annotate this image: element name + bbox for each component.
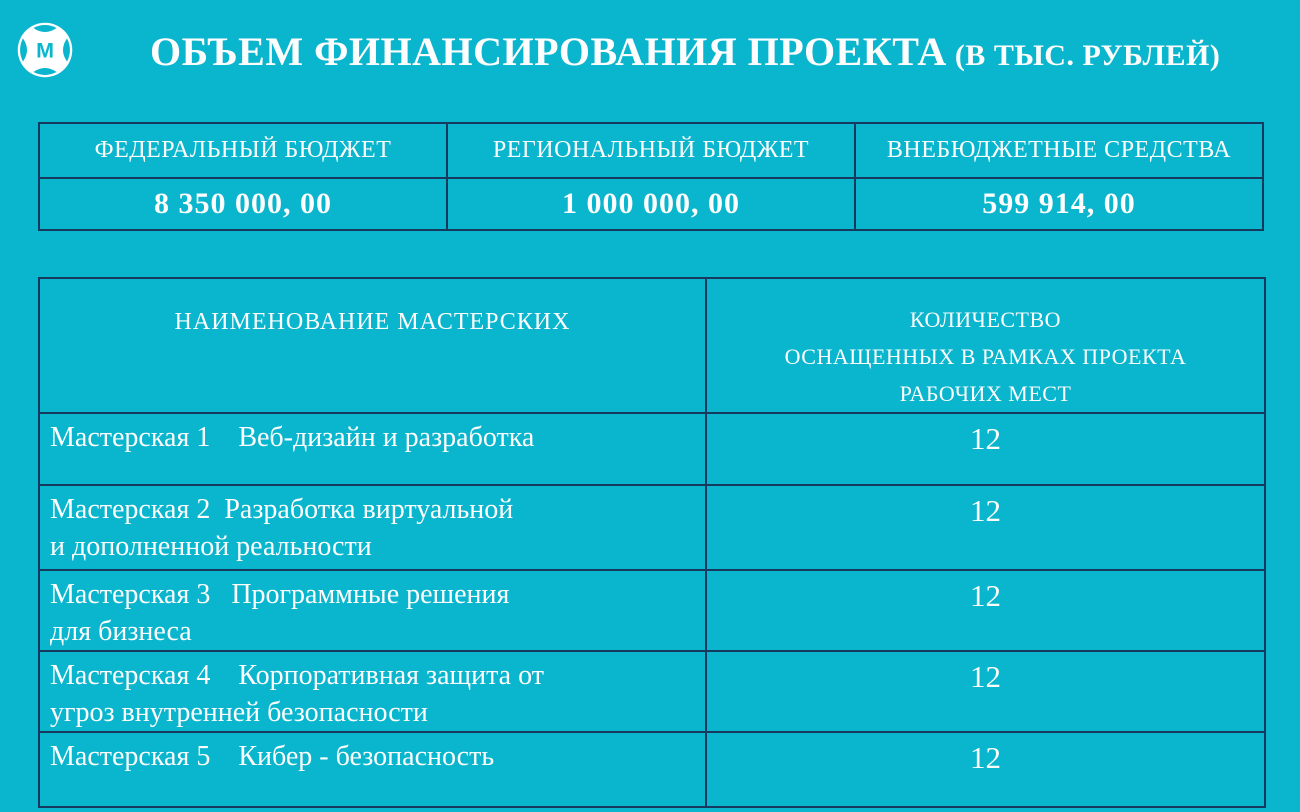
funding-header-row (39, 123, 1263, 178)
workshop-name (39, 485, 706, 570)
workshop-count: 12 (706, 651, 1265, 732)
workshop-row-1 (39, 413, 1265, 485)
funding-value-extra: 599 914, 00 (855, 178, 1263, 230)
workshops-header-row (39, 278, 1265, 413)
funding-header-federal: ФЕДЕРАЛЬНЫЙ БЮДЖЕТ (39, 123, 447, 178)
workshop-name (39, 413, 706, 485)
workshop-count: 12 (706, 413, 1265, 485)
workshop-row-3 (39, 570, 1265, 651)
funding-table (38, 122, 1264, 231)
logo (16, 21, 74, 79)
funding-value-row (39, 178, 1263, 230)
logo-m-icon (16, 21, 74, 79)
funding-value-federal: 8 350 000, 00 (39, 178, 447, 230)
workshop-name-line: Мастерская 3 Программные решения (50, 579, 510, 610)
workshop-name-line: и дополненной реальности (50, 531, 372, 562)
page-title-units: (В ТЫС. РУБЛЕЙ) (946, 39, 1221, 72)
workshop-row-4 (39, 651, 1265, 732)
workshops-name-header: НАИМЕНОВАНИЕ МАСТЕРСКИХ (39, 278, 706, 413)
workshop-name-line: угроз внутренней безопасности (50, 697, 428, 728)
workshop-name-line: для бизнеса (50, 616, 192, 647)
workshop-name-line: Мастерская 1 Веб-дизайн и разработка (50, 422, 535, 453)
workshop-count: 12 (706, 570, 1265, 651)
workshop-name-line: Мастерская 2 Разработка виртуальной (50, 494, 514, 525)
logo-letter: M (36, 38, 54, 63)
workshop-count: 12 (706, 485, 1265, 570)
page-title (150, 28, 1270, 75)
count-header-line-1: КОЛИЧЕСТВО (909, 307, 1062, 332)
funding-value-regional: 1 000 000, 00 (447, 178, 855, 230)
workshops-table (38, 277, 1266, 808)
page-title-main: ОБЪЕМ ФИНАНСИРОВАНИЯ ПРОЕКТА (150, 29, 947, 74)
workshop-name (39, 570, 706, 651)
funding-header-extra: ВНЕБЮДЖЕТНЫЕ СРЕДСТВА (855, 123, 1263, 178)
workshop-name (39, 651, 706, 732)
count-header-line-2: ОСНАЩЕННЫХ В РАМКАХ ПРОЕКТА (784, 344, 1187, 369)
workshop-name-line: Мастерская 4 Корпоративная защита от (50, 660, 544, 691)
funding-header-regional: РЕГИОНАЛЬНЫЙ БЮДЖЕТ (447, 123, 855, 178)
workshop-name-line: Мастерская 5 Кибер - безопасность (50, 741, 495, 772)
workshop-row-5 (39, 732, 1265, 807)
workshops-count-header (706, 278, 1265, 413)
workshop-row-2 (39, 485, 1265, 570)
workshop-name (39, 732, 706, 807)
workshop-count: 12 (706, 732, 1265, 807)
count-header-line-3: РАБОЧИХ МЕСТ (899, 381, 1072, 406)
